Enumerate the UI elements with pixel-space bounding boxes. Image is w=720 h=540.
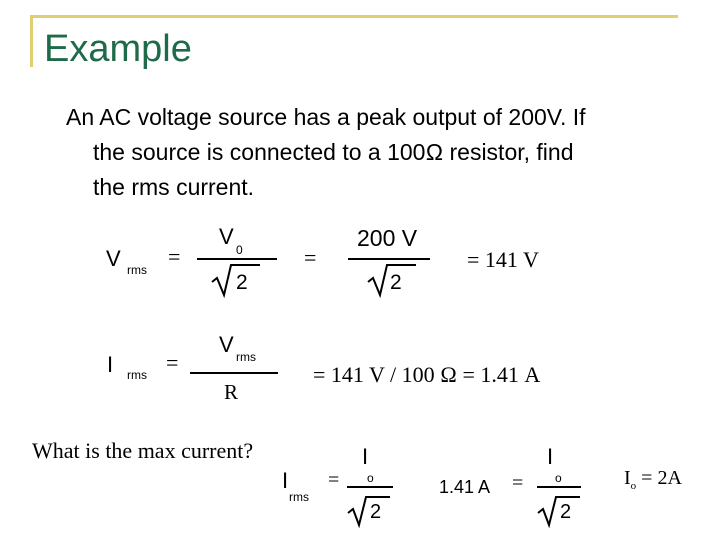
eq1-numerator-2: 200 V xyxy=(357,225,418,251)
eq3-radical-2-icon xyxy=(536,494,582,528)
eq3-numerator-subscript: o xyxy=(367,471,374,485)
eq3-lhs-var: I xyxy=(282,468,289,493)
eq1-equals-2: = xyxy=(304,245,317,270)
eq3-numerator-2-var: I xyxy=(547,444,554,469)
eq3-lhs-subscript: rms xyxy=(289,490,309,504)
eq1-fraction-bar-2 xyxy=(348,258,430,260)
eq2-denominator: R xyxy=(224,380,239,404)
eq3-denominator: 2 xyxy=(370,501,382,523)
eq1-numerator-var: V xyxy=(219,224,234,249)
eq2-lhs-var: I xyxy=(107,352,114,377)
eq3-equals: = xyxy=(328,469,340,491)
eq3-answer-subscript: o xyxy=(630,480,637,492)
eq2-fraction-bar xyxy=(190,372,278,374)
title-frame-top-rule xyxy=(33,15,678,18)
eq1-result: = 141 V xyxy=(467,247,539,272)
eq1-fraction-bar xyxy=(197,258,277,260)
eq3-denominator-2: 2 xyxy=(560,501,572,523)
eq2-numerator-subscript: rms xyxy=(236,350,256,364)
eq3-answer-rest: = 2A xyxy=(636,467,682,489)
eq3-numerator-var: I xyxy=(362,444,369,469)
eq2-numerator-var: V xyxy=(219,332,234,357)
eq3-radical-icon xyxy=(346,494,392,528)
slide-title: Example xyxy=(44,28,192,70)
eq3-answer-var: I xyxy=(624,467,631,489)
eq2-equals: = xyxy=(166,350,179,375)
eq1-denominator-2: 2 xyxy=(390,271,402,294)
eq3-equals-2: = xyxy=(512,472,524,494)
title-frame-left-rule xyxy=(30,15,33,67)
eq3-mid-value: 1.41 A xyxy=(439,477,491,497)
eq3-fraction-bar-2 xyxy=(537,486,581,488)
eq1-equals: = xyxy=(168,244,181,269)
problem-line-3: the rms current. xyxy=(93,174,255,200)
problem-statement xyxy=(66,100,686,205)
eq3-answer xyxy=(624,467,682,492)
eq2-lhs-subscript: rms xyxy=(127,368,147,382)
eq1-numerator-subscript: 0 xyxy=(236,243,243,257)
eq3-fraction-bar xyxy=(347,486,393,488)
eq3-numerator-2-subscript: o xyxy=(555,471,562,485)
eq1-lhs-subscript: rms xyxy=(127,263,147,277)
question-text: What is the max current? xyxy=(32,438,254,463)
problem-line-1: An AC voltage source has a peak output of 200V. If xyxy=(66,104,586,130)
eq1-lhs-var: V xyxy=(106,246,121,271)
eq2-result: = 141 V / 100 Ω = 1.41 A xyxy=(313,362,541,387)
problem-line-2: the source is connected to a 100Ω resistor, find xyxy=(93,139,574,165)
eq1-denominator: 2 xyxy=(236,271,248,294)
